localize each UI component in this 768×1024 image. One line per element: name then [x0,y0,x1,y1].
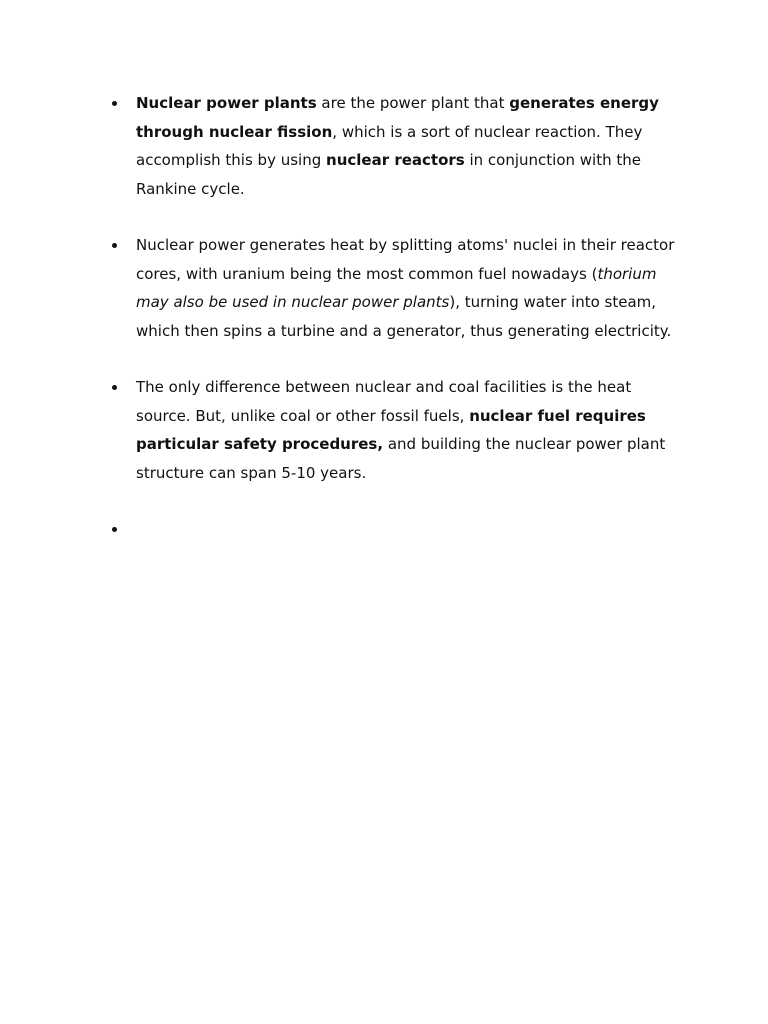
bullet-text [136,94,659,198]
italic-text: thorium may also be used in nuclear power plants [136,264,657,311]
bold-text: generates energy through nuclear fission [136,94,659,141]
text-run: ), turning water into steam, which then spins a turbine and a generator, thus generating electricity. [136,293,672,340]
text-run: Nuclear power generates heat by splitting atoms' nuclei in their reactor cores, with uranium being the most common fuel nowadays ( [136,236,675,283]
text-run: The only difference between nuclear and coal facilities is the heat source. But, unlike coal or other fossil fuels, [136,378,632,425]
bullet-item-empty [108,515,688,544]
bold-text: nuclear reactors [326,151,465,169]
bold-text: nuclear fuel requires particular safety procedures, [136,406,646,453]
bullet-dot-icon [112,101,117,106]
bullet-list [108,89,688,544]
bullet-item-coal-comparison [108,373,688,487]
text-run: and building the nuclear power plant structure can span 5-10 years. [136,435,666,482]
bullet-dot-icon [112,385,117,390]
bold-text: Nuclear power plants [136,94,317,112]
text-run: , which is a sort of nuclear reaction. They accomplish this by using [136,122,643,169]
bullet-dot-icon [112,243,117,248]
bullet-dot-icon [112,527,117,532]
bullet-item-nuclear-power-plants [108,89,688,203]
text-run: are the power plant that [316,94,510,112]
bullet-item-heat-generation [108,231,688,345]
text-run: in conjunction with the Rankine cycle. [136,151,641,198]
bullet-text [136,236,674,340]
bullet-text [136,378,665,482]
